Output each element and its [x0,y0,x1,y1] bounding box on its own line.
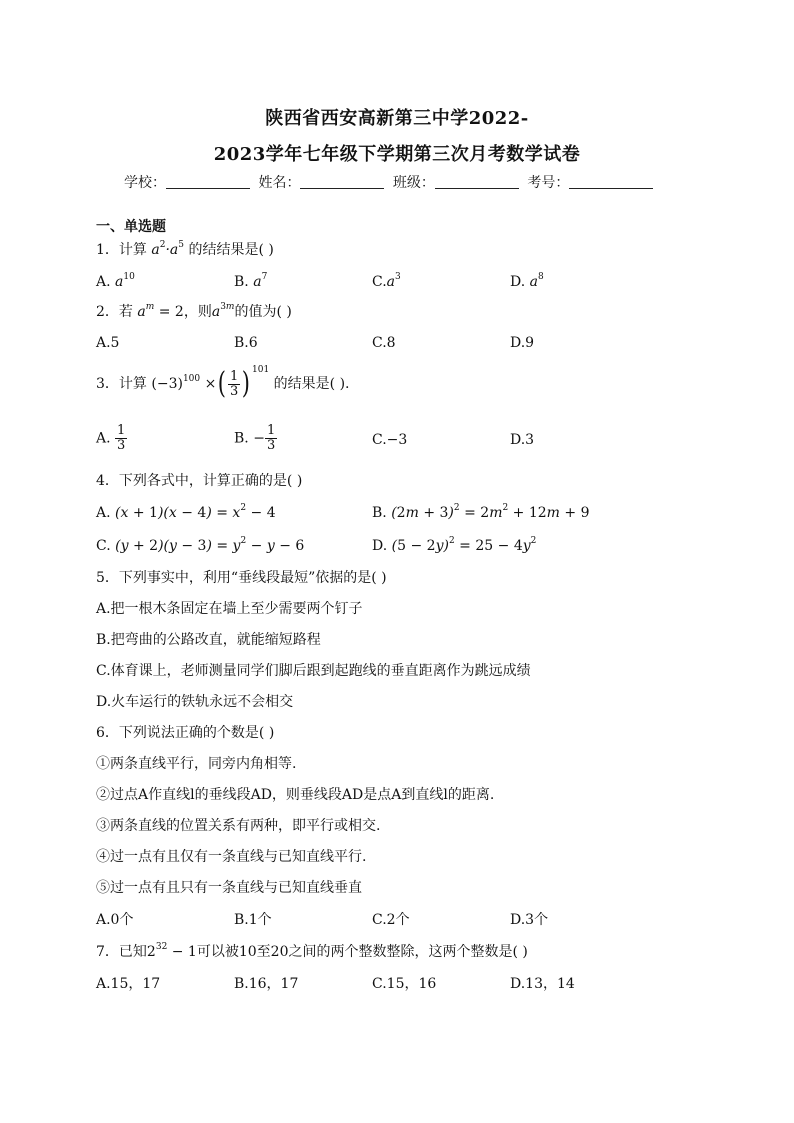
q6-option-c[interactable]: C.2个 [372,912,410,928]
q6-statement-5: ⑤过一点有且只有一条直线与已知直线垂直 [96,880,362,896]
q2-option-c[interactable]: C.8 [372,335,396,351]
q6-statement-2: ②过点A作直线l的垂线段AD，则垂线段AD是点A到直线l的距离. [96,787,495,803]
question-5: 5．下列事实中，利用“垂线段最短”依据的是( ) [96,570,387,586]
q2-option-d[interactable]: D.9 [510,335,535,351]
q4-option-b[interactable]: B. $(2m + 3)^2 = 2m^2 + 12m + 9$ [372,503,590,521]
q4-option-a[interactable]: A. $(x + 1)(x - 4) = x^2 - 4$ [96,503,276,521]
name-label: 姓名： [258,175,301,191]
q7-suffix: 可以被10至20之间的两个整数整除，这两个整数是( ) [196,944,528,960]
exam-title-line2: 2023学年七年级下学期第三次月考数学试卷 [213,144,581,165]
q1-expression: $a^2\cdot a^5$ [151,240,184,258]
q6-option-b[interactable]: B.1个 [234,912,272,928]
name-blank[interactable] [300,174,384,189]
q7-option-c[interactable]: C.15，16 [372,976,437,992]
question-3 [96,366,350,402]
q2-mid: ，则 [183,304,212,320]
q6-option-d[interactable]: D.3个 [510,912,549,928]
q5-option-a[interactable]: A.把一根木条固定在墙上至少需要两个钉子 [96,601,363,617]
school-blank[interactable] [166,174,250,189]
exam-number-label: 考号： [527,175,570,191]
q6-statement-4: ④过一点有且仅有一条直线与已知直线平行. [96,849,367,865]
q1-option-a[interactable]: A. $a^{10}$ [96,272,135,290]
q2-condition: $a^m = 2$ [137,302,184,320]
q1-option-c[interactable]: $C.a^3$ [372,272,401,290]
q2-target: $a^{3m}$ [211,302,235,320]
exam-title-line1: 陕西省西安高新第三中学2022- [265,108,529,129]
q3-option-c[interactable]: C.−3 [372,432,408,448]
q5-option-d[interactable]: D.火车运行的铁轨永远不会相交 [96,694,294,710]
question-4: 4．下列各式中，计算正确的是( ) [96,473,303,489]
class-label: 班级： [392,175,435,191]
q3-suffix: 的结果是( ). [273,376,350,392]
q3-option-b[interactable]: B. − $\frac{1}{3}$ [234,423,276,453]
question-1 [96,240,274,260]
q3-expression: $(-3)^{100}$ ×( $\frac{1}{3}$ ) $^{101}$ [151,365,270,401]
q3-prefix: 3．计算 [96,376,147,392]
q4-option-c[interactable]: C. $(y + 2)(y - 3) = y^2 - y - 6$ [96,536,305,554]
q7-option-b[interactable]: B.16，17 [234,976,299,992]
q7-expression: $2^{32} - 1$ [146,942,197,960]
question-6: 6．下列说法正确的个数是( ) [96,725,275,741]
q6-statement-1: ①两条直线平行，同旁内角相等. [96,756,297,772]
q2-prefix: 2．若 [96,304,133,320]
school-label: 学校： [124,175,166,191]
section-heading: 一、单选题 [96,219,166,235]
q7-option-a[interactable]: A.15，17 [96,976,161,992]
exam-number-blank[interactable] [569,174,653,189]
q1-option-d[interactable]: D. $a^8$ [510,272,544,290]
q3-option-a[interactable]: A. $\frac{1}{3}$ [96,423,126,453]
q7-prefix: 7．已知 [96,944,147,960]
q1-prefix: 1．计算 [96,242,147,258]
student-info-row [124,172,657,192]
q3-option-d[interactable]: D.3 [510,432,535,448]
question-7 [96,942,528,962]
q2-suffix: 的值为( ) [234,304,292,320]
q2-option-a[interactable]: A.5 [96,335,120,351]
q5-option-c[interactable]: C.体育课上，老师测量同学们脚后跟到起跑线的垂直距离作为跳远成绩 [96,663,531,679]
q6-statement-3: ③两条直线的位置关系有两种，即平行或相交. [96,818,381,834]
q6-option-a[interactable]: A.0个 [96,912,134,928]
q5-option-b[interactable]: B.把弯曲的公路改直，就能缩短路程 [96,632,321,648]
q1-suffix: 的结结果是( ) [188,242,274,258]
q7-option-d[interactable]: D.13，14 [510,976,575,992]
q4-option-d[interactable]: D. $(5 - 2y)^2 = 25 - 4y^2$ [372,536,537,554]
class-blank[interactable] [435,174,519,189]
question-2 [96,302,292,322]
q1-option-b[interactable]: B. $a^7$ [234,272,268,290]
q2-option-b[interactable]: B.6 [234,335,258,351]
